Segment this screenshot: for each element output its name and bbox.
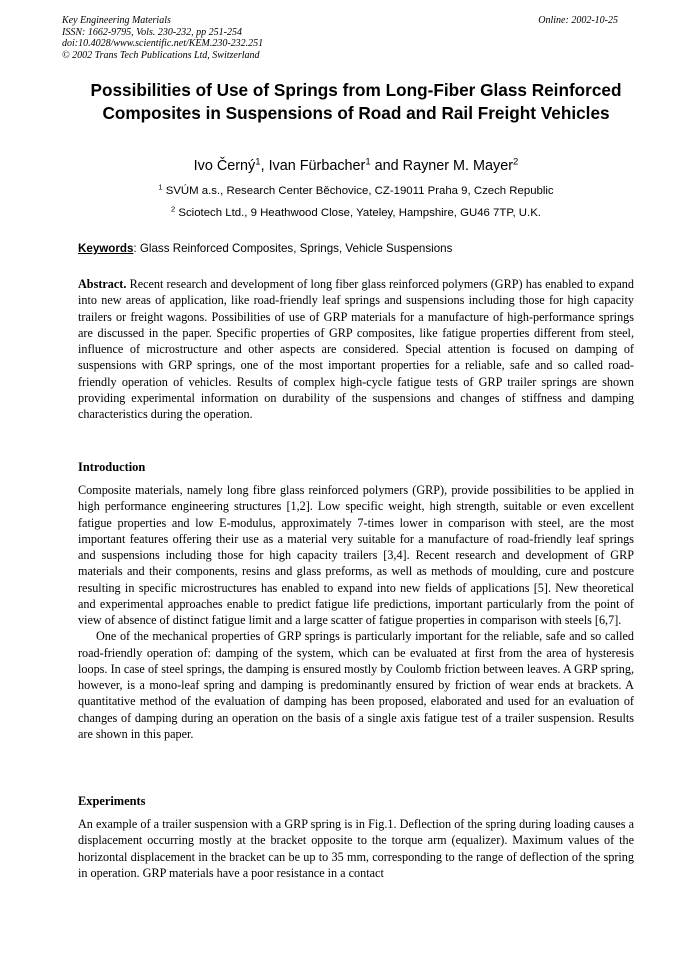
issn-line: ISSN: 1662-9795, Vols. 230-232, pp 251-254 — [62, 26, 242, 38]
journal-name: Key Engineering Materials — [62, 15, 171, 26]
keywords-text: : Glass Reinforced Composites, Springs, Vehicle Suspensions — [133, 242, 453, 255]
experiments-body — [78, 816, 634, 881]
section-heading-experiments: Experiments — [78, 794, 146, 808]
copyright-line: © 2002 Trans Tech Publications Ltd, Switzerland — [62, 49, 260, 61]
keywords — [78, 242, 634, 256]
paper-title: Possibilities of Use of Springs from Long-Fiber Glass Reinforced Composites in Suspensions of Road and Rail Freight Vehicles — [90, 80, 622, 123]
author-affiliation-mark: 2 — [513, 156, 519, 168]
paragraph: Composite materials, namely long fibre glass reinforced polymers (GRP), provide possibilities to be applied in high performance engineering structures [1,2]. Low specific weight, high strength, suitable or even excellent fatigue properties and low E-modulus, approximately 7-times lower in comparison with steel, are the most important features offering their use as a material very suitable for a manufacture of road-friendly leaf springs and suspensions including those for high capacity trailers [3,4]. Recent research and development of GRP materials and their components, resins and glass preforms, as well as methods of moulding, cure and postcure resulting in specific microstructures has enabled to expand into new fields of applications [5]. New theoretical and experimental approaches enable to predict fatigue life predictions, important particularly from the point of view of absence of distinct fatigue limit and a large scatter of fatigue properties in comparison with steels [6,7]. — [78, 483, 634, 627]
running-header — [62, 15, 618, 61]
author-name: Ivan Fürbacher — [268, 158, 366, 174]
affiliation-text: SVÚM a.s., Research Center Běchovice, CZ-19011 Praha 9, Czech Republic — [165, 185, 554, 197]
affiliation — [78, 184, 634, 198]
paragraph: One of the mechanical properties of GRP springs is particularly important for the reliable, safe and so called road-friendly operation of: damping of the system, which can be evaluated at first from the area of hysteresis loops. In case of steel springs, the damping is ensured mostly by Coulomb friction between leaves. A GRP spring, however, is a mono-leaf spring and damping is predominantly ensured by friction of wear ends at brackets. A quantitative method of the evaluation of damping has been proposed, elaborated and used for an evaluation of changes of damping during an operation on the basis of a single axis fatigue test of a trailer suspension. Results are shown in this paper. — [78, 629, 634, 741]
affiliation-number: 2 — [171, 204, 176, 214]
affiliation-text: Sciotech Ltd., 9 Heathwood Close, Yateley, Hampshire, GU46 7TP, U.K. — [178, 207, 541, 219]
author-name: Rayner M. Mayer — [402, 158, 514, 174]
abstract-text: Recent research and development of long fiber glass reinforced polymers (GRP) has enabled to expand into new areas of application, like road-friendly leaf springs and suspensions including those for high capacity trailers or freight wagons. Possibilities of use of GRP materials for a manufacture of high-performance springs are discussed in the paper. Specific properties of GRP composites, like fatigue properties different from steel, influence of microstructure and other aspects are considered. Special attention is focused on damping of suspensions with GRP springs, one of the most important properties for a reliable, safe and so called road-friendly operation of vehicles. Results of complex high-cycle fatigue tests of GRP trailer springs are shown providing experimental information on durability of the suspensions and changes of stiffness and damping characteristics during the operation. — [78, 277, 634, 421]
abstract — [78, 276, 634, 422]
keywords-label: Keywords — [78, 242, 134, 255]
introduction-body — [78, 482, 634, 742]
author-name: Ivo Černý — [193, 158, 256, 174]
author-affiliation-mark: 1 — [255, 156, 261, 168]
author-separator: and — [370, 158, 403, 174]
author-affiliation-mark: 1 — [365, 156, 371, 168]
abstract-label: Abstract. — [78, 277, 127, 291]
affiliation — [78, 206, 634, 220]
affiliation-number: 1 — [158, 182, 163, 192]
paragraph: An example of a trailer suspension with a GRP spring is in Fig.1. Deflection of the spring during loading causes a displacement occurring mostly at the bracket opposite to the torque arm (equalizer). Maximum values of the horizontal displacement in the bracket can be up to 35 mm, corresponding to the range of deflection of the spring in operation. GRP materials have a poor resistance in a contact — [78, 817, 634, 880]
author-separator: , — [260, 158, 269, 174]
section-heading-introduction: Introduction — [78, 460, 146, 474]
doi-line: doi:10.4028/www.scientific.net/KEM.230-232.251 — [62, 38, 264, 49]
author-list — [78, 157, 634, 175]
online-date: Online: 2002-10-25 — [538, 15, 618, 26]
